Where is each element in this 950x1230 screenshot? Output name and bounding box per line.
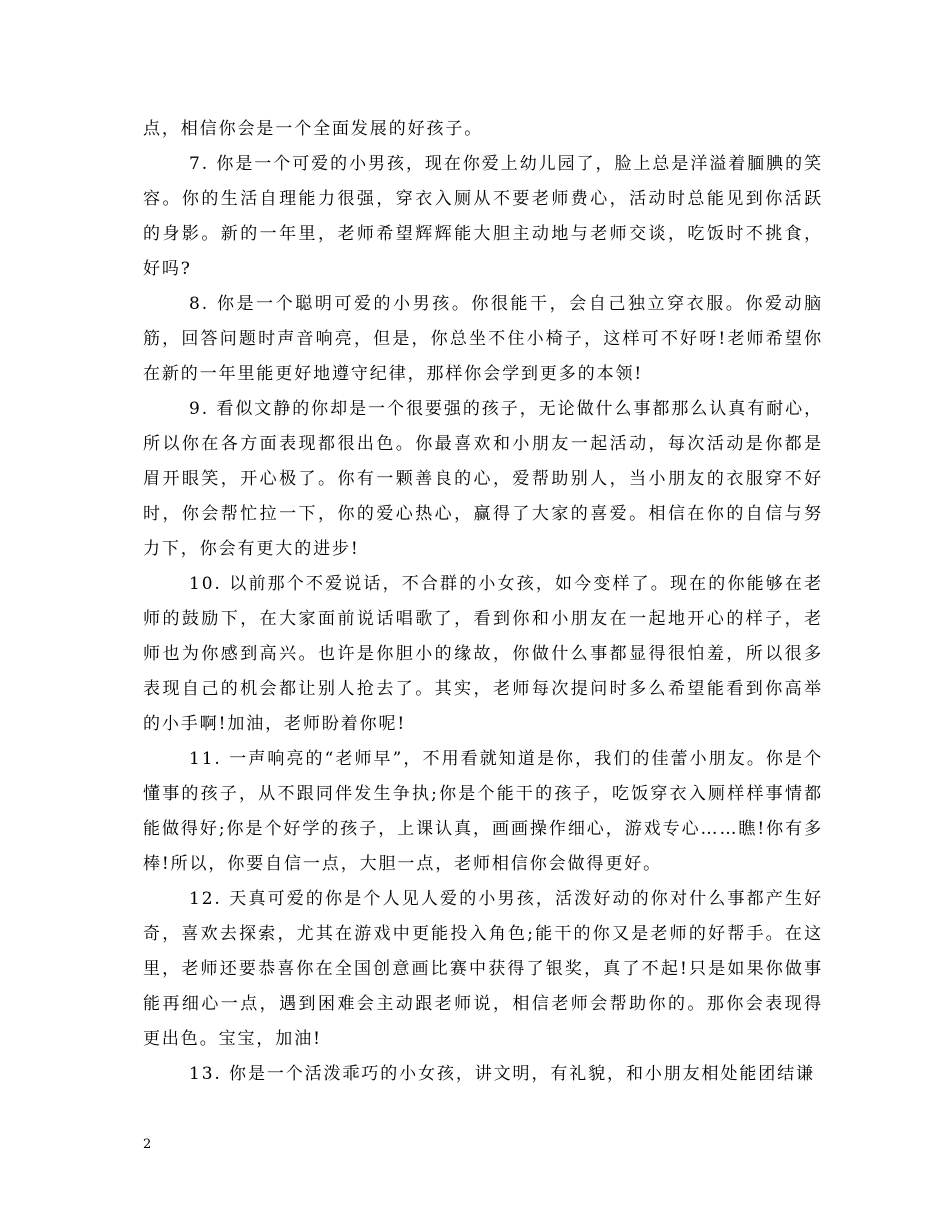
document-body xyxy=(143,112,823,1092)
paragraph-item-9: 9. 看似文静的你却是一个很要强的孩子，无论做什么事都那么认真有耐心，所以你在各方面表现都很出色。你最喜欢和小朋友一起活动，每次活动是你都是眉开眼笑，开心极了。你有一颗善良的心，爱帮助别人，当小朋友的衣服穿不好时，你会帮忙拉一下，你的爱心热心，赢得了大家的喜爱。相信在你的自信与努力下，你会有更大的进步! xyxy=(143,399,823,559)
paragraph-item-13: 13. 你是一个活泼乖巧的小女孩，讲文明，有礼貌，和小朋友相处能团结谦 xyxy=(189,1064,815,1084)
paragraph-item-12: 12. 天真可爱的你是个人见人爱的小男孩，活泼好动的你对什么事都产生好奇，喜欢去探索，尤其在游戏中更能投入角色;能干的你又是老师的好帮手。在这里，老师还要恭喜你在全国创意画比赛中获得了银奖，真了不起!只是如果你做事能再细心一点，遇到困难会主动跟老师说，相信老师会帮助你的。那你会表现得更出色。宝宝，加油! xyxy=(143,889,823,1049)
page-number: 2 xyxy=(143,1137,152,1152)
paragraph-item-8: 8. 你是一个聪明可爱的小男孩。你很能干，会自己独立穿衣服。你爱动脑筋，回答问题时声音响亮，但是，你总坐不住小椅子，这样可不好呀!老师希望你在新的一年里能更好地遵守纪律，那样你会学到更多的本领! xyxy=(143,294,823,384)
paragraph-item-10: 10. 以前那个不爱说话，不合群的小女孩，如今变样了。现在的你能够在老师的鼓励下，在大家面前说话唱歌了，看到你和小朋友在一起地开心的样子，老师也为你感到高兴。也许是你胆小的缘故，你做什么事都显得很怕羞，所以很多表现自己的机会都让别人抢去了。其实，老师每次提问时多么希望能看到你高举的小手啊!加油，老师盼着你呢! xyxy=(143,574,823,734)
paragraph-item-11: 11. 一声响亮的“老师早”，不用看就知道是你，我们的佳蕾小朋友。你是个懂事的孩子，从不跟同伴发生争执;你是个能干的孩子，吃饭穿衣入厕样样事情都能做得好;你是个好学的孩子，上课认真，画画操作细心，游戏专心……瞧!你有多棒!所以，你要自信一点，大胆一点，老师相信你会做得更好。 xyxy=(143,749,823,874)
paragraph-continuation: 点，相信你会是一个全面发展的好孩子。 xyxy=(143,119,484,139)
paragraph-item-7: 7. 你是一个可爱的小男孩，现在你爱上幼儿园了，脸上总是洋溢着腼腆的笑容。你的生活自理能力很强，穿衣入厕从不要老师费心，活动时总能见到你活跃的身影。新的一年里，老师希望辉辉能大胆主动地与老师交谈，吃饭时不挑食，好吗? xyxy=(143,154,823,279)
